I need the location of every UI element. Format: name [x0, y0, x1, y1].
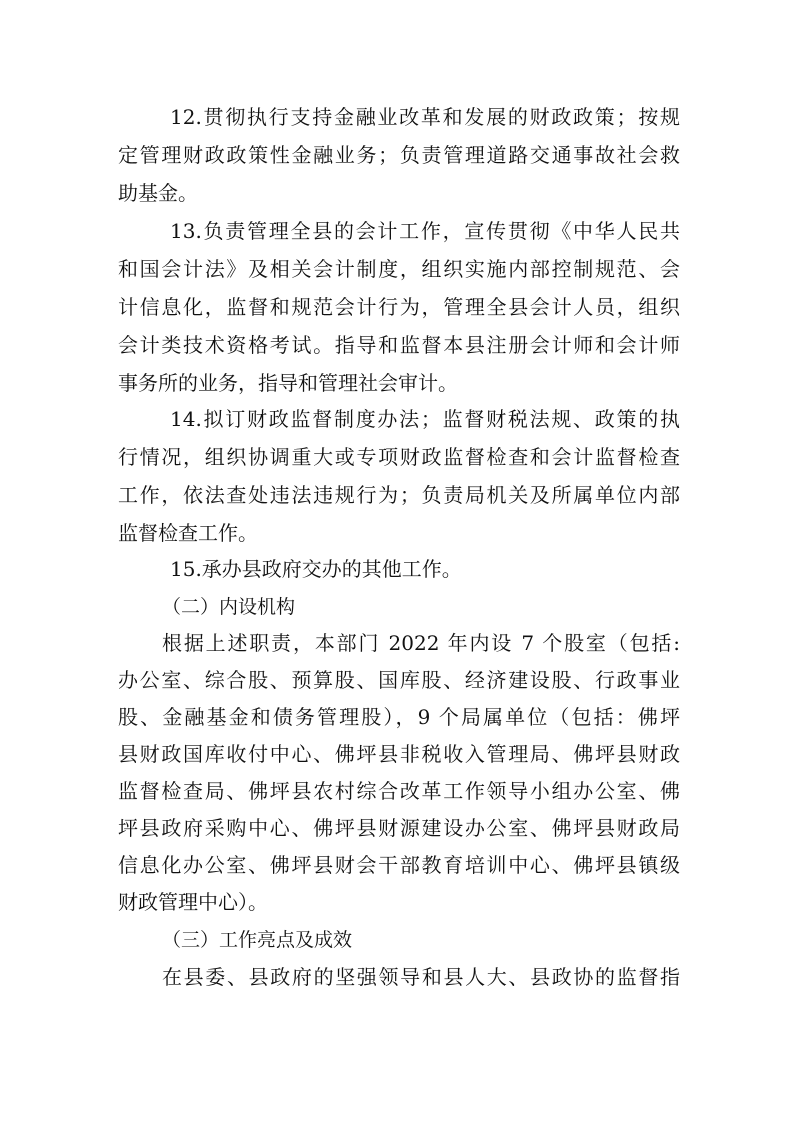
item-14-line-3: 工作，依法查处违法违规行为；负责局机关及所属单位内部: [118, 483, 680, 507]
section-2-heading: （二）内设机构: [162, 596, 296, 618]
item-12-line-1: 12.贯彻执行支持金融业改革和发展的财政政策；按规: [170, 105, 680, 129]
section-2-line-3: 股、金融基金和债务管理股），9 个局属单位（包括：佛坪: [118, 705, 680, 729]
item-12-line-3: 助基金。: [118, 181, 198, 205]
section-2-line-1: 根据上述职责，本部门 2022 年内设 7 个股室（包括:: [162, 631, 680, 655]
item-15-line: 15.承办县政府交办的其他工作。: [170, 557, 462, 581]
section-2-line-5: 监督检查局、佛坪县农村综合改革工作领导小组办公室、佛: [118, 779, 680, 803]
section-2-line-6: 坪县政府采购中心、佛坪县财源建设办公室、佛坪县财政局: [118, 816, 680, 840]
section-2-line-2: 办公室、综合股、预算股、国库股、经济建设股、行政事业: [118, 668, 680, 692]
item-14-line-2: 行情况，组织协调重大或专项财政监督检查和会计监督检查: [118, 445, 680, 469]
section-2-line-7: 信息化办公室、佛坪县财会干部教育培训中心、佛坪县镇级: [118, 853, 680, 877]
section-2-line-4: 县财政国库收付中心、佛坪县非税收入管理局、佛坪县财政: [118, 742, 680, 766]
item-14-line-4: 监督检查工作。: [118, 521, 258, 545]
item-13-line-2: 和国会计法》及相关会计制度，组织实施内部控制规范、会: [118, 257, 680, 281]
section-3-line-1: 在县委、县政府的坚强领导和县人大、县政协的监督指: [162, 965, 680, 989]
section-2-line-8: 财政管理中心）。: [118, 890, 268, 914]
item-13-line-1: 13.负责管理全县的会计工作，宣传贯彻《中华人民共: [170, 219, 680, 243]
item-13-line-4: 会计类技术资格考试。指导和监督本县注册会计师和会计师: [118, 333, 680, 357]
item-13-line-5: 事务所的业务，指导和管理社会审计。: [118, 371, 458, 395]
item-12-line-2: 定管理财政政策性金融业务；负责管理道路交通事故社会救: [118, 143, 680, 167]
item-14-line-1: 14.拟订财政监督制度办法；监督财税法规、政策的执: [170, 407, 680, 431]
item-13-line-3: 计信息化，监督和规范会计行为，管理全县会计人员，组织: [118, 295, 680, 319]
section-3-heading: （三）工作亮点及成效: [162, 929, 353, 951]
